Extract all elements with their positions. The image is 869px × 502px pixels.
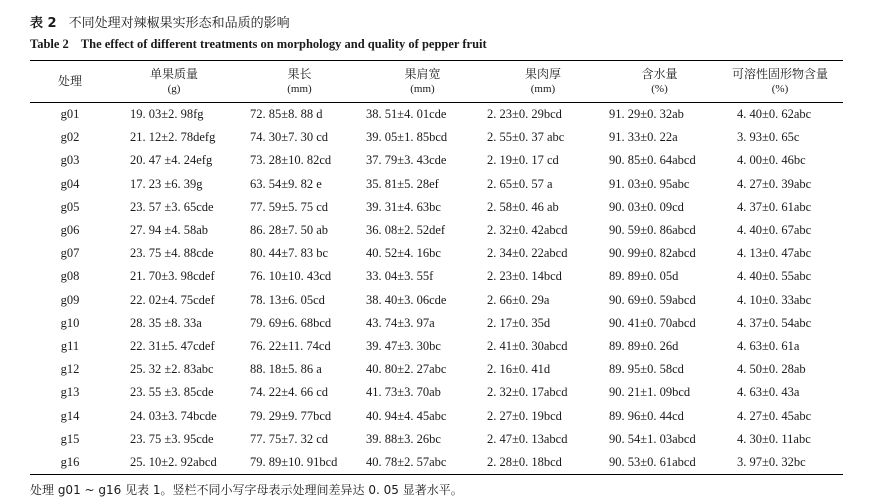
fruit-length-cell: 74. 30±7. 30 cd: [250, 130, 329, 145]
shoulder-width-cell: 39. 47±3. 30bc: [366, 338, 441, 353]
flesh-thickness-cell: 2. 65±0. 57 a: [487, 176, 553, 191]
treatment-cell: g14: [60, 408, 80, 423]
soluble-solids-cell: 4. 10±0. 33abc: [737, 292, 812, 307]
table-row: [30, 335, 843, 358]
table-caption-cn: [30, 12, 290, 31]
table-footnote: 处理 g01 ~ g16 见表 1。竖栏不同小写字母表示处理间差异达 0. 05 显著水平。: [30, 483, 463, 497]
fruit-length-cell: 80. 44±7. 83 bc: [250, 246, 329, 261]
shoulder-width-cell: 33. 04±3. 55f: [366, 269, 434, 284]
flesh-thickness-cell: 2. 17±0. 35d: [487, 315, 551, 330]
water-content-cell: 91. 33±0. 22a: [609, 130, 678, 145]
header-row: [30, 61, 843, 103]
soluble-solids-cell: 4. 37±0. 61abc: [737, 199, 812, 214]
soluble-solids-cell: 4. 40±0. 55abc: [737, 269, 812, 284]
fruit-length-cell: 77. 59±5. 75 cd: [250, 199, 329, 214]
column-header-shoulder-width: 果肩宽 (mm): [404, 66, 441, 95]
fruit-length-cell: 76. 10±10. 43cd: [250, 269, 332, 284]
treatment-cell: g08: [60, 269, 80, 284]
table-title-cn: 不同处理对辣椒果实形态和品质的影响: [68, 16, 290, 31]
treatment-cell: g04: [60, 176, 80, 191]
fruit-weight-cell: 17. 23 ±6. 39g: [130, 176, 203, 191]
fruit-weight-cell: 19. 03±2. 98fg: [130, 107, 204, 122]
fruit-weight-cell: 25. 10±2. 92abcd: [130, 454, 217, 469]
water-content-cell: 90. 03±0. 09cd: [609, 199, 684, 214]
fruit-weight-cell: 23. 55 ±3. 85cde: [130, 385, 214, 400]
soluble-solids-cell: 4. 27±0. 45abc: [737, 408, 812, 423]
flesh-thickness-cell: 2. 41±0. 30abcd: [487, 338, 568, 353]
water-content-cell: 89. 96±0. 44cd: [609, 408, 684, 423]
fruit-length-cell: 72. 85±8. 88 d: [250, 107, 323, 122]
fruit-weight-cell: 27. 94 ±4. 58ab: [130, 223, 209, 238]
table-row: [30, 219, 843, 242]
treatment-cell: g05: [60, 199, 80, 214]
treatment-cell: g16: [60, 454, 80, 469]
shoulder-width-cell: 41. 73±3. 70ab: [366, 385, 441, 400]
table-row: [30, 404, 843, 427]
soluble-solids-cell: 4. 13±0. 47abc: [737, 246, 812, 261]
flesh-thickness-cell: 2. 32±0. 42abcd: [487, 223, 568, 238]
soluble-solids-cell: 4. 63±0. 43a: [737, 385, 800, 400]
table-row: [30, 149, 843, 172]
table-row: [30, 381, 843, 404]
column-header-fruit-weight: 单果质量 (g): [149, 66, 198, 95]
column-header-water-content: 含水量 (%): [641, 66, 678, 95]
fruit-weight-cell: 22. 02±4. 75cdef: [130, 292, 215, 307]
fruit-length-cell: 78. 13±6. 05cd: [250, 292, 325, 307]
shoulder-width-cell: 40. 94±4. 45abc: [366, 408, 447, 423]
fruit-weight-cell: 22. 31±5. 47cdef: [130, 338, 215, 353]
shoulder-width-cell: 40. 80±2. 27abc: [366, 362, 447, 377]
table-caption-en: [30, 37, 487, 52]
treatment-cell: g10: [60, 315, 80, 330]
table-label-en: Table 2: [30, 37, 69, 51]
data-table: [30, 60, 843, 475]
water-content-cell: 90. 53±0. 61abcd: [609, 454, 696, 469]
water-content-cell: 90. 59±0. 86abcd: [609, 223, 696, 238]
water-content-cell: 89. 89±0. 05d: [609, 269, 679, 284]
column-header-soluble-solids: 可溶性固形物含量 (%): [731, 66, 828, 95]
fruit-length-cell: 86. 28±7. 50 ab: [250, 223, 329, 238]
shoulder-width-cell: 37. 79±3. 43cde: [366, 153, 447, 168]
column-header-treatment: 处理: [57, 74, 82, 88]
fruit-weight-cell: 24. 03±3. 74bcde: [130, 408, 217, 423]
treatment-cell: g06: [60, 223, 80, 238]
soluble-solids-cell: 4. 27±0. 39abc: [737, 176, 812, 191]
fruit-length-cell: 79. 69±6. 68bcd: [250, 315, 332, 330]
shoulder-width-cell: 40. 78±2. 57abc: [366, 454, 447, 469]
treatment-cell: g02: [60, 130, 80, 145]
flesh-thickness-cell: 2. 58±0. 46 ab: [487, 199, 559, 214]
table-row: [30, 173, 843, 196]
soluble-solids-cell: 4. 30±0. 11abc: [737, 431, 811, 446]
table-row: [30, 358, 843, 381]
flesh-thickness-cell: 2. 19±0. 17 cd: [487, 153, 559, 168]
fruit-length-cell: 88. 18±5. 86 a: [250, 362, 322, 377]
fruit-weight-cell: 23. 75 ±4. 88cde: [130, 246, 214, 261]
soluble-solids-cell: 4. 40±0. 62abc: [737, 107, 812, 122]
shoulder-width-cell: 43. 74±3. 97a: [366, 315, 435, 330]
fruit-weight-cell: 20. 47 ±4. 24efg: [130, 153, 213, 168]
treatment-cell: g13: [60, 385, 80, 400]
shoulder-width-cell: 35. 81±5. 28ef: [366, 176, 439, 191]
soluble-solids-cell: 4. 37±0. 54abc: [737, 315, 812, 330]
soluble-solids-cell: 3. 97±0. 32bc: [737, 454, 806, 469]
fruit-weight-cell: 21. 12±2. 78defg: [130, 130, 216, 145]
shoulder-width-cell: 39. 05±1. 85bcd: [366, 130, 448, 145]
water-content-cell: 90. 41±0. 70abcd: [609, 315, 696, 330]
fruit-length-cell: 73. 28±10. 82cd: [250, 153, 332, 168]
flesh-thickness-cell: 2. 34±0. 22abcd: [487, 246, 568, 261]
table-label-cn: 表 2: [30, 16, 57, 31]
fruit-length-cell: 63. 54±9. 82 e: [250, 176, 322, 191]
table-row: [30, 265, 843, 288]
table-row: [30, 451, 843, 475]
fruit-weight-cell: 28. 35 ±8. 33a: [130, 315, 202, 330]
treatment-cell: g07: [60, 246, 80, 261]
soluble-solids-cell: 3. 93±0. 65c: [737, 130, 800, 145]
shoulder-width-cell: 36. 08±2. 52def: [366, 223, 446, 238]
flesh-thickness-cell: 2. 55±0. 37 abc: [487, 130, 565, 145]
fruit-weight-cell: 25. 32 ±2. 83abc: [130, 362, 214, 377]
fruit-length-cell: 74. 22±4. 66 cd: [250, 385, 329, 400]
fruit-length-cell: 79. 89±10. 91bcd: [250, 454, 338, 469]
treatment-cell: g11: [60, 338, 80, 353]
treatment-cell: g09: [60, 292, 80, 307]
fruit-length-cell: 79. 29±9. 77bcd: [250, 408, 332, 423]
water-content-cell: 89. 95±0. 58cd: [609, 362, 684, 377]
water-content-cell: 90. 21±1. 09bcd: [609, 385, 691, 400]
shoulder-width-cell: 40. 52±4. 16bc: [366, 246, 441, 261]
flesh-thickness-cell: 2. 27±0. 19bcd: [487, 408, 562, 423]
table-row: [30, 103, 843, 127]
water-content-cell: 90. 54±1. 03abcd: [609, 431, 696, 446]
table-row: [30, 196, 843, 219]
table-title-en: The effect of different treatments on morphology and quality of pepper fruit: [80, 37, 487, 51]
column-header-flesh-thickness: 果肉厚 (mm): [524, 66, 561, 95]
water-content-cell: 90. 99±0. 82abcd: [609, 246, 696, 261]
flesh-thickness-cell: 2. 16±0. 41d: [487, 362, 551, 377]
fruit-weight-cell: 23. 75 ±3. 95cde: [130, 431, 214, 446]
flesh-thickness-cell: 2. 47±0. 13abcd: [487, 431, 568, 446]
table-body: [30, 103, 843, 475]
flesh-thickness-cell: 2. 66±0. 29a: [487, 292, 550, 307]
treatment-cell: g03: [60, 153, 80, 168]
treatment-cell: g12: [60, 362, 80, 377]
soluble-solids-cell: 4. 00±0. 46bc: [737, 153, 806, 168]
fruit-length-cell: 77. 75±7. 32 cd: [250, 431, 329, 446]
soluble-solids-cell: 4. 63±0. 61a: [737, 338, 800, 353]
water-content-cell: 90. 85±0. 64abcd: [609, 153, 696, 168]
soluble-solids-cell: 4. 40±0. 67abc: [737, 223, 812, 238]
table-row: [30, 312, 843, 335]
water-content-cell: 91. 03±0. 95abc: [609, 176, 690, 191]
water-content-cell: 89. 89±0. 26d: [609, 338, 679, 353]
shoulder-width-cell: 39. 88±3. 26bc: [366, 431, 441, 446]
table-row: [30, 428, 843, 451]
flesh-thickness-cell: 2. 28±0. 18bcd: [487, 454, 562, 469]
flesh-thickness-cell: 2. 32±0. 17abcd: [487, 385, 568, 400]
treatment-cell: g01: [60, 107, 80, 122]
fruit-weight-cell: 23. 57 ±3. 65cde: [130, 199, 214, 214]
flesh-thickness-cell: 2. 23±0. 29bcd: [487, 107, 562, 122]
flesh-thickness-cell: 2. 23±0. 14bcd: [487, 269, 562, 284]
shoulder-width-cell: 38. 51±4. 01cde: [366, 107, 447, 122]
water-content-cell: 90. 69±0. 59abcd: [609, 292, 696, 307]
table-header: [30, 61, 843, 103]
water-content-cell: 91. 29±0. 32ab: [609, 107, 684, 122]
column-header-fruit-length: 果长 (mm): [287, 66, 312, 95]
shoulder-width-cell: 38. 40±3. 06cde: [366, 292, 447, 307]
soluble-solids-cell: 4. 50±0. 28ab: [737, 362, 806, 377]
treatment-cell: g15: [60, 431, 80, 446]
fruit-length-cell: 76. 22±11. 74cd: [250, 338, 331, 353]
table-row: [30, 289, 843, 312]
shoulder-width-cell: 39. 31±4. 63bc: [366, 199, 441, 214]
fruit-weight-cell: 21. 70±3. 98cdef: [130, 269, 215, 284]
table-row: [30, 242, 843, 265]
table-row: [30, 126, 843, 149]
